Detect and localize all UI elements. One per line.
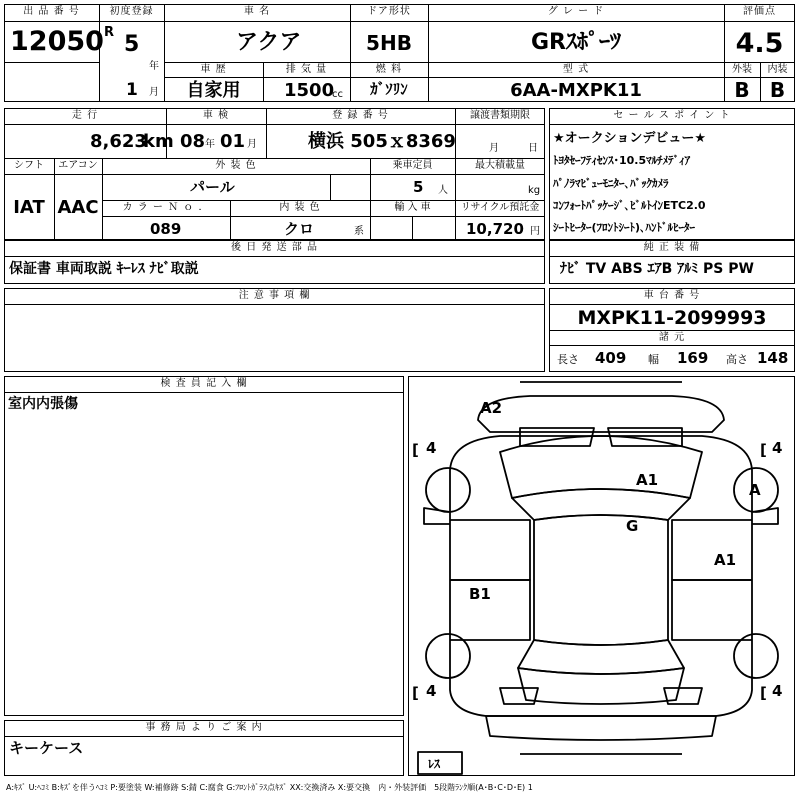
interior-color: クロ [284,220,315,238]
capacity-label: 乗車定員 [392,160,433,171]
exterior-color-label: 外 装 色 [215,160,257,171]
aircon-label: エアコン [58,160,98,171]
damage-mark-right-door: A1 [714,551,737,569]
height: 148 [757,349,789,367]
color-number-label: カ ラ ー Ｎ ｏ ． [122,202,210,213]
fuel: ｶﾞｿﾘﾝ [370,80,408,98]
history-label: 車 歴 [200,64,227,75]
tire-bracket-br: [ [760,684,767,702]
wheel-rear-right [734,634,778,678]
lot-number-label: 出 品 番 号 [23,6,80,17]
inspection-year: 08 [180,131,206,152]
aircon: AAC [57,197,99,218]
tire-tread-rear-right: 4 [772,682,783,700]
equipment: ﾅﾋﾞ TV ABS ｴｱB ｱﾙﾐ PS PW [560,261,754,277]
height-label: 高さ [726,353,748,366]
transfer-month-unit: 月 [489,143,499,154]
interior-grade: B [769,78,786,102]
sales-point-line: ★オークションデビュー★ [553,131,707,146]
mileage-label: 走 行 [71,110,99,121]
sales-point-line: ｺﾝﾌｫｰﾄﾊﾟｯｹｰｼﾞ､ﾋﾞﾙﾄｲﾝETC2.0 [553,199,706,212]
transfer-deadline-label: 譲渡書類期限 [470,110,530,121]
sales-point-line: ﾄﾖﾀｾｰﾌﾃｨｾﾝｽ･10.5ﾏﾙﾁﾒﾃﾞｨｱ [553,154,691,167]
plate: 横浜 505ｘ8369 [308,131,456,152]
shift-label: シフト [14,160,44,171]
max-load-unit: kg [528,185,541,196]
import-car-label: 輸 入 車 [394,202,431,213]
grade-label: グ レ ー ド [547,6,605,17]
later-parts: 保証書 車両取説 ｷｰﾚｽ ﾅﾋﾞ取説 [9,261,199,277]
length: 409 [595,349,627,367]
model-code-label: 型 式 [562,64,590,75]
right-rear-door [672,580,752,640]
dimensions-label: 諸 元 [658,332,686,343]
front-bumper [478,396,724,432]
tail-light-left [500,688,538,704]
displacement-label: 排 気 量 [285,64,328,75]
office-notes: キーケース [9,739,84,757]
door-type: 5HB [366,31,412,55]
damage-mark-front-bumper: A2 [480,399,503,417]
era: R [104,25,115,40]
sales-point-line: ｼｰﾄﾋｰﾀｰ(ﾌﾛﾝﾄｼｰﾄ)､ﾊﾝﾄﾞﾙﾋｰﾀｰ [553,221,696,234]
lot-number: 12050 [10,26,104,57]
inspection-year-unit: 年 [205,139,215,150]
max-load-label: 最大積載量 [475,160,525,171]
notes-label: 注 意 事 項 欄 [238,290,311,301]
inspection-month: 01 [220,131,246,152]
chassis-number: MXPK11-2099993 [577,307,767,329]
month-unit: 月 [149,87,159,98]
sales-point-line: ﾊﾟﾉﾗﾏﾋﾞｭｰﾓﾆﾀｰ､ﾊﾞｯｸｶﾒﾗ [553,177,669,190]
score-label: 評価点 [743,6,776,17]
inspector-notes: 室内内張傷 [8,396,78,412]
inspector-label: 検 査 員 記 入 欄 [160,378,248,389]
damage-mark-left-door: B1 [469,585,491,603]
exterior-color: パール [190,178,235,196]
wheel-front-left [426,468,470,512]
width: 169 [677,349,709,367]
fuel-label: 燃 料 [375,64,403,75]
wheel-rear-left [426,634,470,678]
color-number: 089 [150,220,182,238]
rear-bumper [486,716,716,740]
damage-mark-hood: A1 [636,471,659,489]
chassis-label: 車 台 番 号 [643,290,701,301]
displacement-unit: cc [332,89,343,100]
rear-hatch [518,668,684,704]
tire-bracket-tl: [ [412,441,419,459]
later-parts-label: 後 日 発 送 部 品 [231,242,318,253]
roof [534,515,668,645]
left-mirror [424,508,450,524]
mileage-unit: km [143,131,174,152]
recycle-deposit-label: リサイクル預託金 [460,202,540,213]
legend: A:ｷｽﾞ U:ﾍｺﾐ B:ｷｽﾞを伴うﾍｺﾐ P:要塗装 W:補修跡 S:錆 C:腐食 G:ﾌﾛﾝﾄｶﾞﾗｽ点ｷｽﾞ XX:交換済み X:要交換 内・外装評価 5段階ﾗﾝｸ順(A･B･C･D･E) 1 [6,783,533,792]
mileage: 8,623 [90,131,147,152]
exterior-grade-label: 外装 [732,64,752,75]
inspection-label: 車 検 [202,110,230,121]
first-registration-label: 初度登録 [109,6,154,17]
year-unit: 年 [149,61,159,72]
transfer-day-unit: 日 [528,143,538,154]
damage-mark-front-right-wheel: A [749,481,761,499]
grade: GRｽﾎﾟｰﾂ [531,30,621,55]
tire-tread-front-left: 4 [426,439,437,457]
shift: IAT [13,197,45,218]
registration-month: 1 [126,80,138,100]
tire-bracket-bl: [ [412,684,419,702]
displacement: 1500 [284,80,335,101]
left-front-door [450,520,530,580]
recycle-deposit: 10,720 [466,220,524,238]
interior-color-unit: 系 [354,226,364,237]
interior-color-label: 内 装 色 [279,202,321,213]
car-name-label: 車 名 [243,6,271,17]
registration-year: 5 [124,32,140,57]
equipment-label: 純 正 装 備 [643,242,701,253]
tire-tread-front-right: 4 [772,439,783,457]
car-name: アクア [236,30,302,55]
history: 自家用 [186,80,241,101]
right-front-door [672,520,752,580]
plate-label: 登 録 番 号 [332,110,389,121]
rear-window [518,640,684,674]
recycle-deposit-unit: 円 [530,226,540,237]
width-label: 幅 [648,353,659,366]
tire-bracket-tr: [ [760,441,767,459]
door-type-label: ドア形状 [367,6,411,17]
length-label: 長さ [557,353,579,366]
office-label: 事 務 局 よ り ご 案 内 [145,722,263,733]
capacity: 5 [413,178,424,196]
spare-tire-status: ﾚｽ [428,757,441,771]
tail-light-right [664,688,702,704]
score: 4.5 [735,28,784,59]
sales-points-label: セ ー ル ス ポ イ ン ト [613,110,731,121]
model-code: 6AA-MXPK11 [510,80,642,101]
damage-mark-windshield: G [626,517,639,535]
tire-tread-rear-left: 4 [426,682,437,700]
interior-grade-label: 内装 [767,64,788,75]
exterior-grade: B [734,78,750,102]
capacity-unit: 人 [438,185,448,196]
inspection-month-unit: 月 [247,139,257,150]
